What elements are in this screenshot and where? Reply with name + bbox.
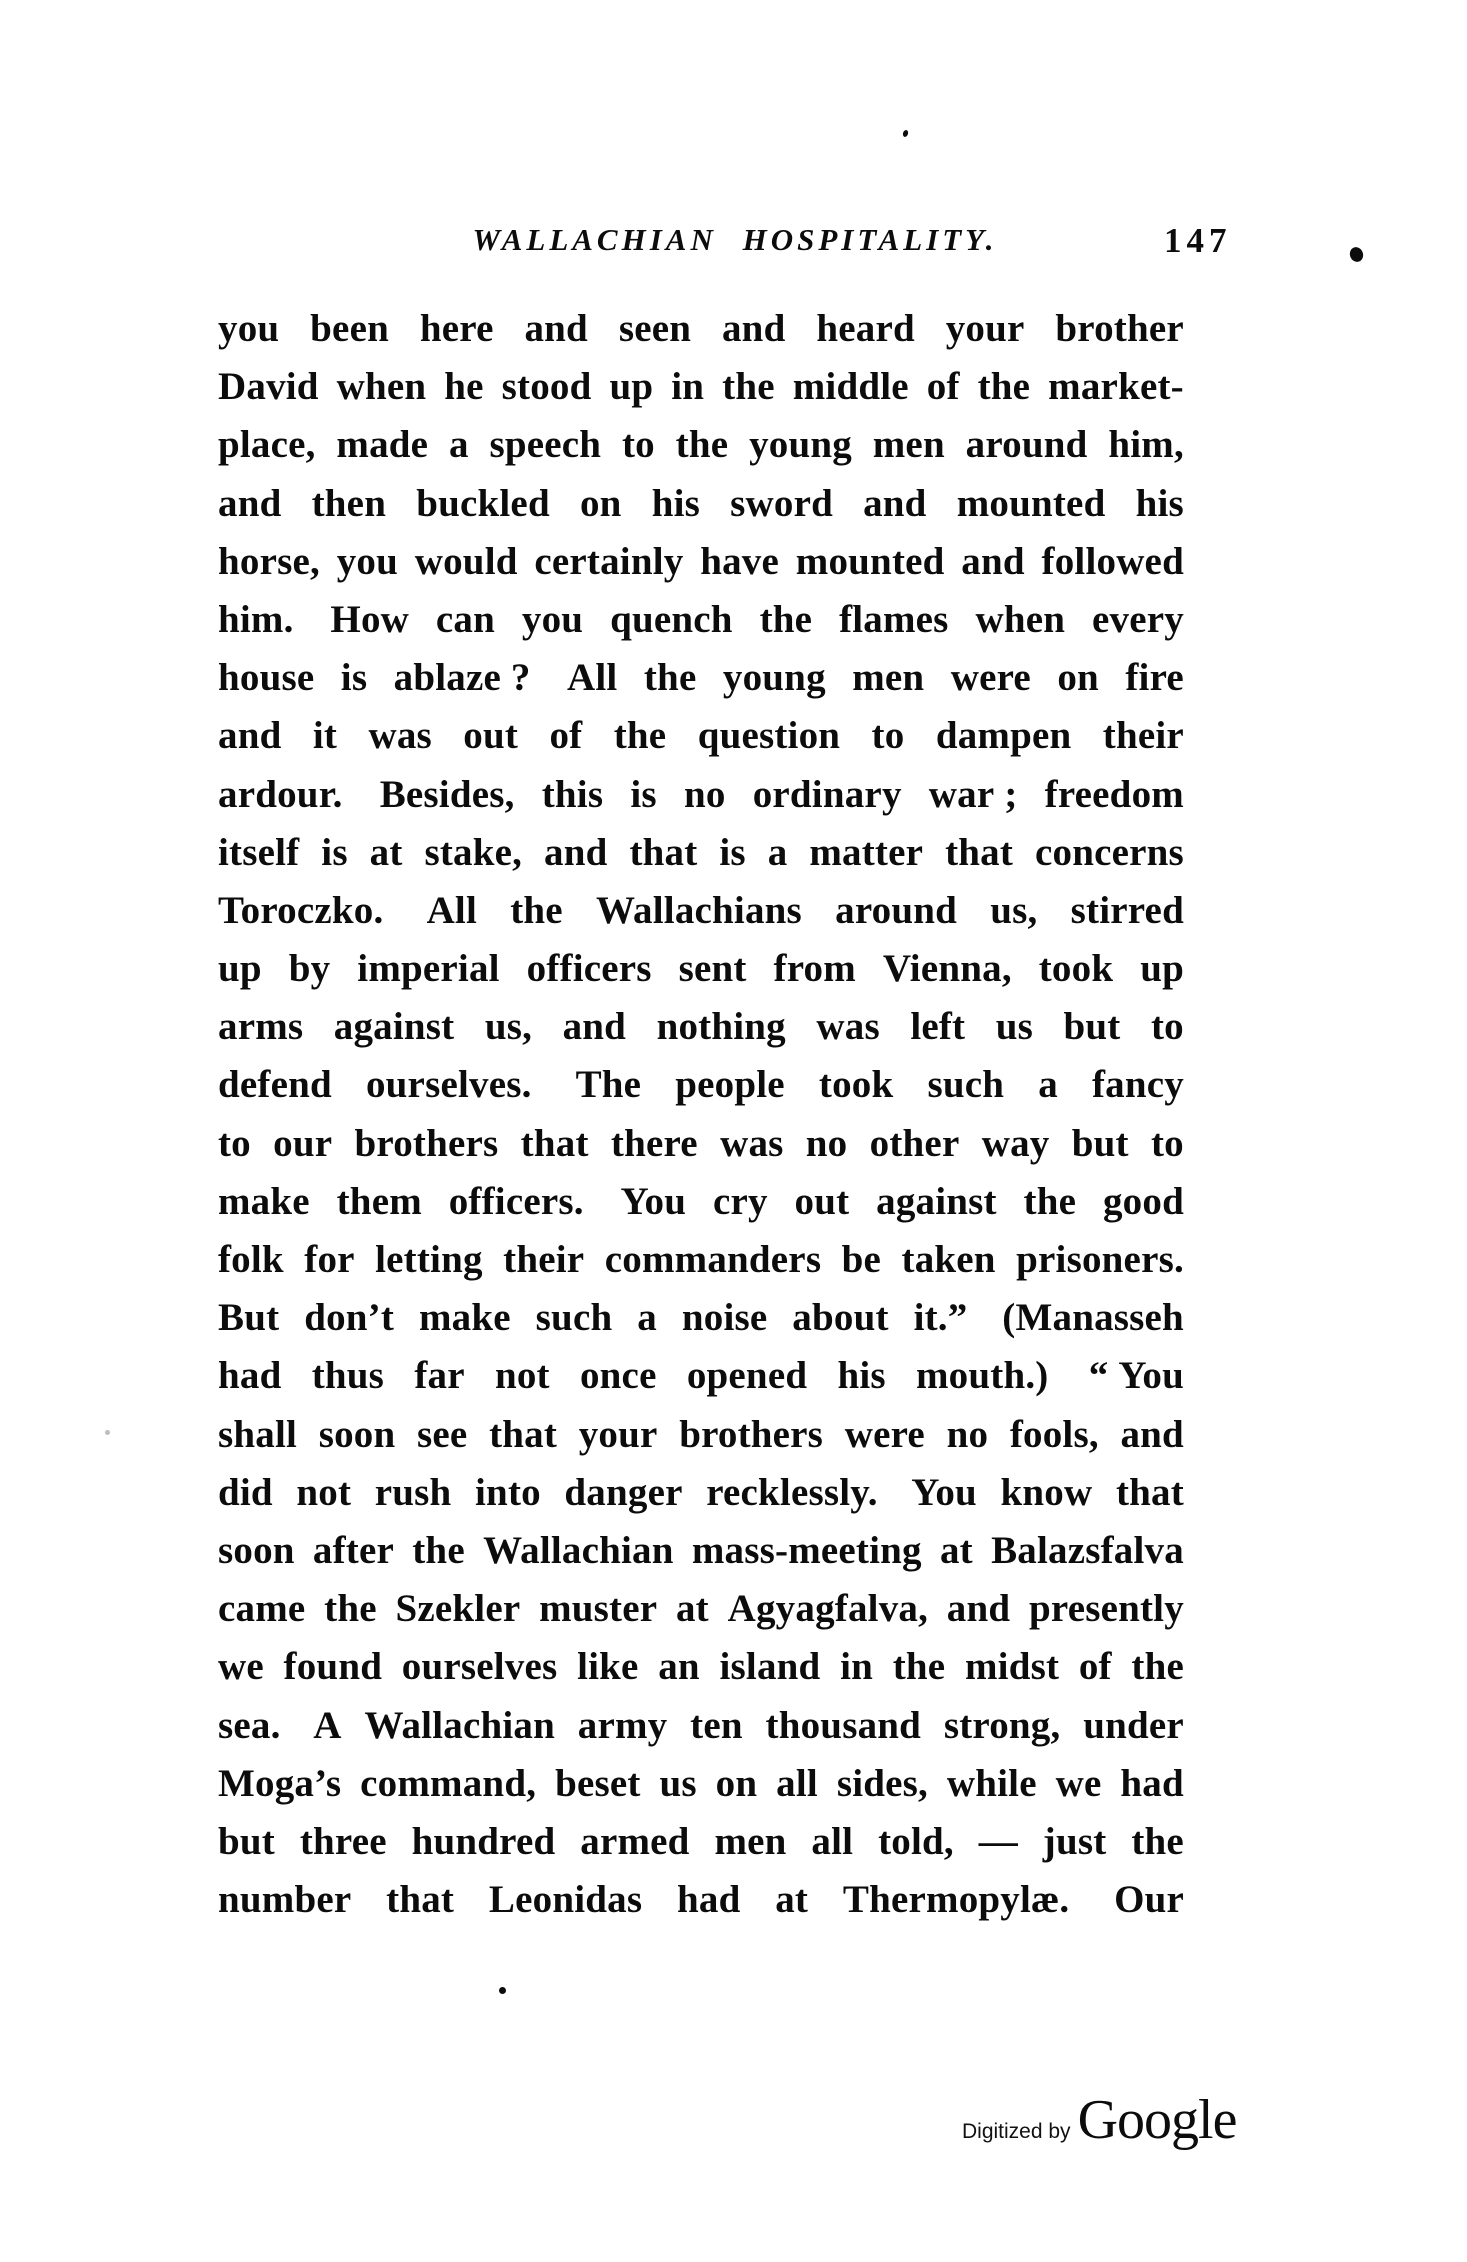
text-line: sea. A Wallachian army ten thousand strong, under	[218, 1703, 1184, 1747]
text-line: you been here and seen and heard your brother	[218, 307, 1184, 350]
text-line: shall soon see that your brothers were no fools, and	[218, 1412, 1184, 1456]
text-line: ardour. Besides, this is no ordinary war ; freedom	[218, 772, 1184, 816]
text-line: David when he stood up in the middle of the market-	[218, 365, 1184, 409]
text-line: arms against us, and nothing was left us but to	[218, 1005, 1184, 1049]
text-line: place, made a speech to the young men around him,	[218, 423, 1184, 467]
text-line: house is ablaze ? All the young men were on fire	[218, 656, 1184, 700]
text-line: to our brothers that there was no other way but to	[218, 1121, 1184, 1165]
text-line: Moga’s command, beset us on all sides, while we had	[218, 1761, 1184, 1805]
text-line: came the Szekler muster at Agyagfalva, and presently	[218, 1587, 1184, 1631]
text-line: itself is at stake, and that is a matter that concerns	[218, 830, 1184, 874]
ink-speck	[1348, 245, 1365, 264]
ink-speck	[105, 1430, 110, 1435]
body-text-block	[218, 300, 1184, 1929]
text-line: did not rush into danger recklessly. You know that	[218, 1470, 1184, 1514]
text-line: folk for letting their commanders be taken prisoners.	[218, 1238, 1184, 1281]
google-logo: Google	[1077, 2089, 1237, 2151]
text-line: defend ourselves. The people took such a fancy	[218, 1063, 1184, 1107]
text-line: him. How can you quench the flames when every	[218, 597, 1184, 641]
text-line: make them officers. You cry out against the good	[218, 1179, 1184, 1223]
text-line: and it was out of the question to dampen their	[218, 714, 1184, 758]
running-header-title: WALLACHIAN HOSPITALITY.	[472, 222, 998, 257]
text-line: but three hundred armed men all told, — just the	[218, 1819, 1184, 1863]
ink-speck	[499, 1987, 506, 1994]
text-line: horse, you would certainly have mounted and followed	[218, 539, 1184, 583]
text-line: had thus far not once opened his mouth.) “ You	[218, 1354, 1184, 1398]
text-line: number that Leonidas had at Thermopylæ. Our	[218, 1878, 1184, 1922]
page-number: 147	[1164, 221, 1232, 260]
text-line: soon after the Wallachian mass-meeting at Balazsfalva	[218, 1528, 1184, 1572]
digitization-credit	[962, 2088, 1236, 2152]
text-line: and then buckled on his sword and mounted his	[218, 481, 1184, 525]
text-line: we found ourselves like an island in the midst of the	[218, 1645, 1184, 1689]
text-line: up by imperial officers sent from Vienna, took up	[218, 947, 1184, 991]
text-line: Toroczko. All the Wallachians around us, stirred	[218, 888, 1184, 932]
digitized-by-label: Digitized by	[962, 2120, 1071, 2143]
ink-speck	[902, 129, 909, 137]
text-line: But don’t make such a noise about it.” (Manasseh	[218, 1296, 1184, 1340]
